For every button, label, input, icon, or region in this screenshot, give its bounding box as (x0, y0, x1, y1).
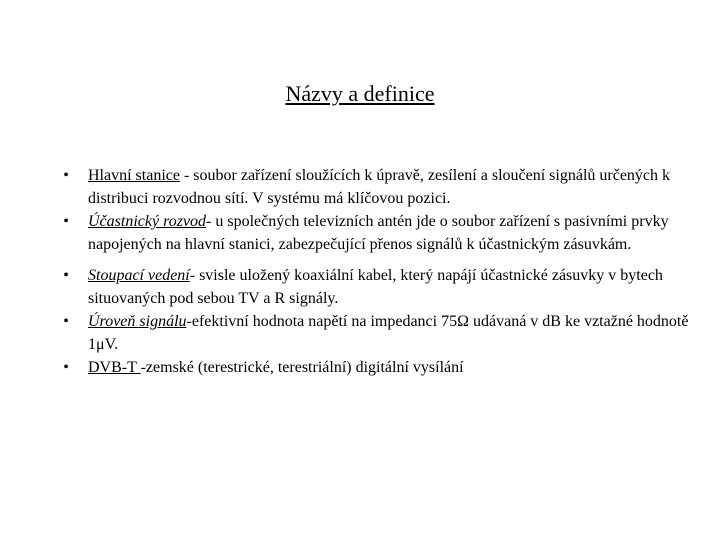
bullet: • (63, 267, 69, 284)
definition-text: - soubor zařízení sloužících k úpravě, zesílení a sloučení signálů určených k distribuci rozvodnou sítí. V systému má klíčovou pozici. (88, 167, 671, 207)
list-item (58, 164, 698, 210)
term-uroven-signalu: Úroveň signálu (88, 313, 187, 330)
bullet: • (63, 359, 69, 376)
definition-text: - u společných televizních antén jde o soubor zařízení s pasivními prvky napojených na hlavní stanici, zabezpečující přenos signálů k účastnickým zásuvkám. (88, 213, 669, 253)
term-dvb-t: DVB-T (88, 359, 141, 376)
bullet: • (63, 313, 69, 330)
term-ucastnicky-rozvod: Účastnický rozvod (88, 213, 207, 230)
definition-text: - svisle uložený koaxiální kabel, který napájí účastnické zásuvky v bytech situovaných pod sebou TV a R signály. (88, 267, 663, 307)
definition-list (58, 164, 698, 379)
list-item (58, 210, 698, 256)
definition-text: -zemské (terestrické, terestriální) digitální vysílání (140, 359, 464, 376)
list-item (58, 310, 698, 356)
list-item (58, 356, 698, 379)
term-stoupaci-vedeni: Stoupací vedení (88, 267, 190, 284)
bullet: • (63, 167, 69, 184)
bullet: • (63, 213, 69, 230)
list-item (58, 264, 698, 310)
definition-text: -efektivní hodnota napětí na impedanci 75Ω udávaná v dB ke vztažné hodnotě 1μV. (88, 313, 689, 353)
term-hlavni-stanice: Hlavní stanice (88, 167, 180, 184)
slide-title: Názvy a definice (285, 81, 435, 106)
